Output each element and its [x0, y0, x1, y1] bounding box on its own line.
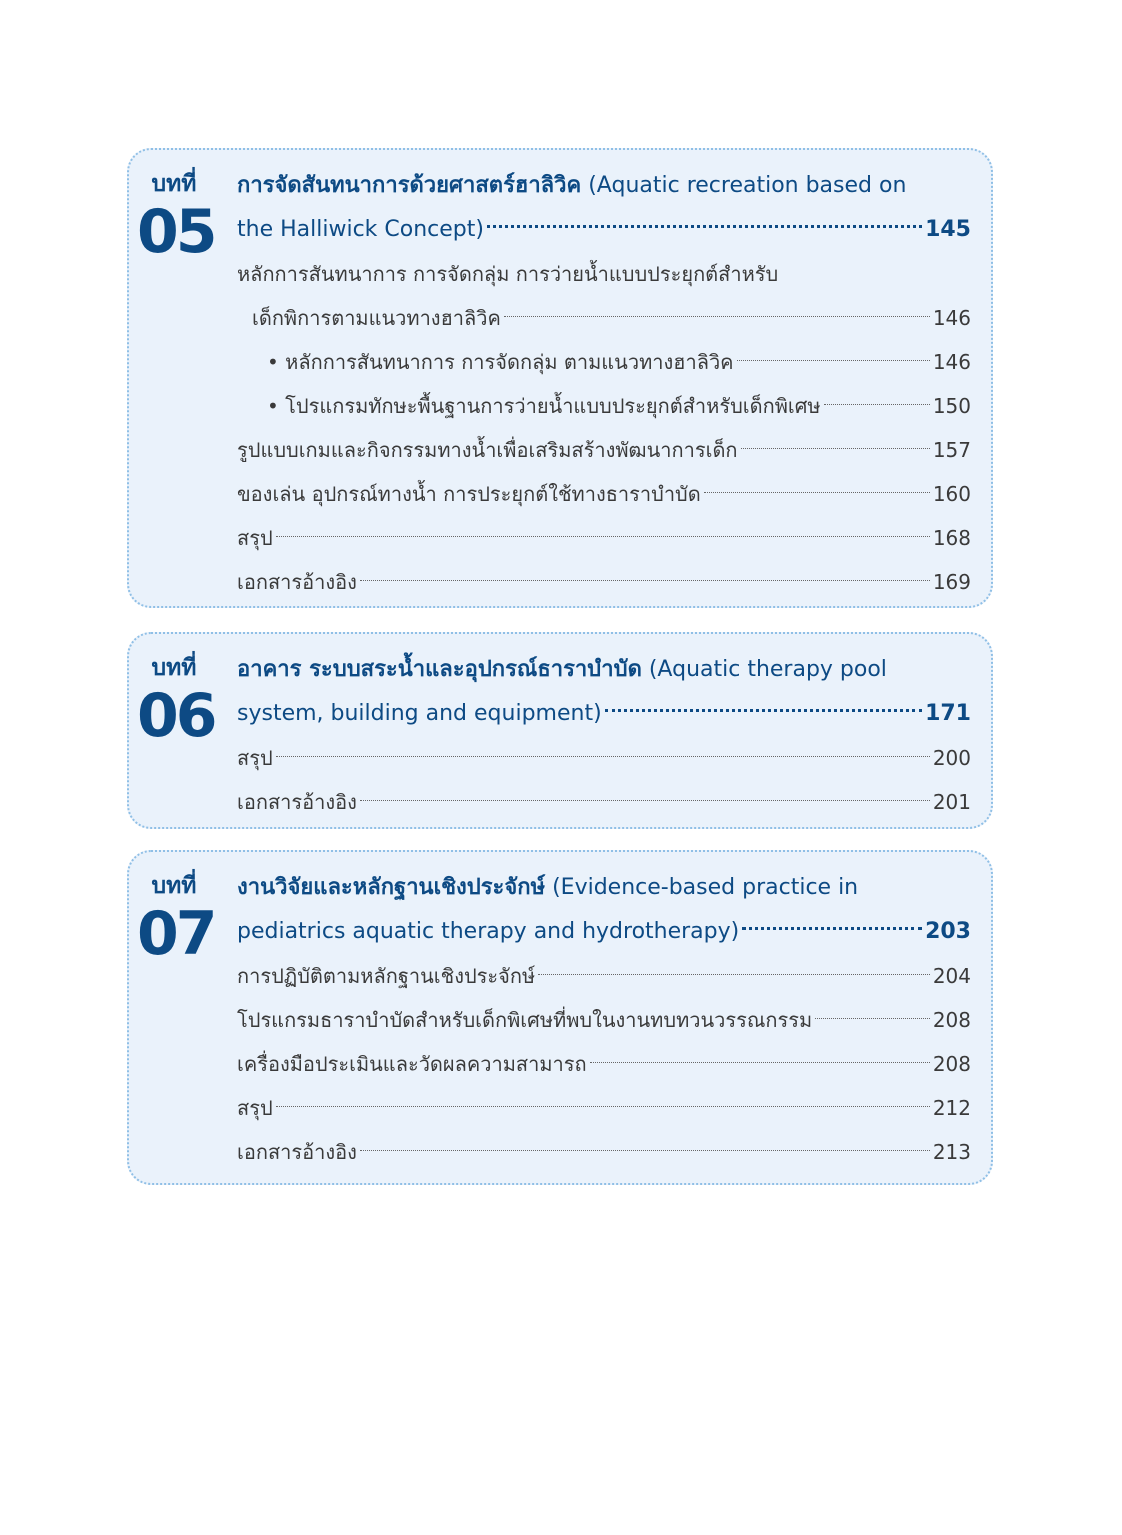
chapter-title-thai: งานวิจัยและหลักฐานเชิงประจักษ์	[237, 875, 546, 900]
toc-entry[interactable]	[237, 560, 971, 604]
toc-entry-label: เอกสารอ้างอิง	[237, 570, 357, 594]
chapter-title-english-end: pediatrics aquatic therapy and hydrotherapy)	[237, 919, 740, 944]
chapter-title-continued[interactable]	[237, 910, 971, 954]
toc-entry-page: 146	[932, 350, 971, 374]
toc-entry[interactable]	[237, 736, 971, 780]
toc-entry-page: 146	[932, 306, 971, 330]
toc-entry[interactable]	[237, 998, 971, 1042]
toc-entry-intro: หลักการสันทนาการ การจัดกลุ่ม การว่ายน้ำแบบประยุกต์สำหรับ	[237, 262, 779, 286]
chapter-title[interactable]	[237, 866, 971, 910]
leader-dots	[276, 1106, 930, 1107]
toc-entry[interactable]	[237, 1130, 971, 1174]
leader-dots	[742, 927, 922, 930]
toc-entry[interactable]	[237, 428, 971, 472]
leader-dots	[737, 360, 930, 361]
toc-entry-label: • หลักการสันทนาการ การจัดกลุ่ม ตามแนวทางฮาลิวิค	[267, 350, 734, 374]
toc-entry-label: รูปแบบเกมและกิจกรรมทางน้ำเพื่อเสริมสร้างพัฒนาการเด็ก	[237, 438, 738, 462]
leader-dots	[741, 448, 930, 449]
leader-dots	[360, 580, 930, 581]
chapter-title[interactable]	[237, 164, 971, 208]
toc-entry-page: 213	[932, 1140, 971, 1164]
leader-dots	[815, 1018, 930, 1019]
leader-dots	[538, 974, 930, 975]
toc-entry[interactable]	[237, 516, 971, 560]
toc-entry-label: ของเล่น อุปกรณ์ทางน้ำ การประยุกต์ใช้ทางธาราบำบัด	[237, 482, 701, 506]
toc-entry-page: 204	[932, 964, 971, 988]
chapter-title-thai: การจัดสันทนาการด้วยศาสตร์ฮาลิวิค	[237, 173, 582, 198]
toc-entry-page: 169	[932, 570, 971, 594]
leader-dots	[605, 709, 922, 712]
toc-entry[interactable]	[237, 1086, 971, 1130]
chapter-07-box	[127, 850, 993, 1185]
leader-dots	[276, 756, 930, 757]
toc-entry-page: 208	[932, 1008, 971, 1032]
chapter-title-english: (Aquatic therapy pool	[641, 657, 887, 682]
chapter-title-english-end: system, building and equipment)	[237, 701, 602, 726]
toc-entry-label: เอกสารอ้างอิง	[237, 1140, 357, 1164]
chapter-title-english: (Evidence-based practice in	[545, 875, 859, 900]
leader-dots	[824, 404, 930, 405]
chapter-title-continued[interactable]	[237, 692, 971, 736]
chapter-page-number: 203	[925, 919, 971, 944]
chapter-content	[237, 164, 971, 604]
toc-entry-page: 200	[932, 746, 971, 770]
chapter-page-number: 171	[925, 701, 971, 726]
chapter-number: 05	[137, 197, 215, 267]
toc-entry-page: 150	[932, 394, 971, 418]
chapter-title-english-end: the Halliwick Concept)	[237, 217, 484, 242]
toc-entry-label: เด็กพิการตามแนวทางฮาลิวิค	[252, 306, 501, 330]
toc-entry-label: เอกสารอ้างอิง	[237, 790, 357, 814]
chapter-number: 07	[137, 899, 215, 969]
leader-dots	[360, 1150, 930, 1151]
leader-dots	[704, 492, 930, 493]
chapter-title-continued[interactable]	[237, 208, 971, 252]
toc-entry-label: การปฏิบัติตามหลักฐานเชิงประจักษ์	[237, 964, 536, 988]
toc-entry[interactable]	[237, 780, 971, 824]
toc-entry-page: 208	[932, 1052, 971, 1076]
toc-entry-page: 157	[932, 438, 971, 462]
leader-dots	[487, 225, 922, 228]
toc-entry-page: 201	[932, 790, 971, 814]
leader-dots	[590, 1062, 930, 1063]
toc-entry[interactable]	[237, 340, 971, 384]
leader-dots	[504, 316, 930, 317]
leader-dots	[276, 536, 930, 537]
toc-entry[interactable]	[237, 1042, 971, 1086]
toc-entry-page: 212	[932, 1096, 971, 1120]
chapter-content	[237, 648, 971, 824]
chapter-page-number: 145	[925, 217, 971, 242]
chapter-title-english: (Aquatic recreation based on	[581, 173, 907, 198]
chapter-label: บทที่	[151, 171, 197, 197]
toc-entry-label: • โปรแกรมทักษะพื้นฐานการว่ายน้ำแบบประยุกต์สำหรับเด็กพิเศษ	[267, 394, 821, 418]
chapter-label: บทที่	[151, 873, 197, 899]
chapter-05-box	[127, 148, 993, 608]
toc-entry[interactable]	[237, 954, 971, 998]
chapter-number: 06	[137, 681, 215, 751]
toc-entry-label: สรุป	[237, 1096, 273, 1120]
toc-entry-label: โปรแกรมธาราบำบัดสำหรับเด็กพิเศษที่พบในงานทบทวนวรรณกรรม	[237, 1008, 813, 1032]
leader-dots	[360, 800, 930, 801]
toc-entry-label: สรุป	[237, 526, 273, 550]
toc-entry-label: เครื่องมือประเมินและวัดผลความสามารถ	[237, 1052, 587, 1076]
chapter-content	[237, 866, 971, 1174]
toc-entry-page: 160	[932, 482, 971, 506]
chapter-06-box	[127, 632, 993, 829]
toc-entry[interactable]	[237, 296, 971, 340]
toc-entry[interactable]	[237, 472, 971, 516]
chapter-label: บทที่	[151, 655, 197, 681]
toc-entry-page: 168	[932, 526, 971, 550]
toc-entry[interactable]	[237, 384, 971, 428]
chapter-title-thai: อาคาร ระบบสระน้ำและอุปกรณ์ธาราบำบัด	[237, 657, 642, 682]
toc-entry-label: สรุป	[237, 746, 273, 770]
chapter-title[interactable]	[237, 648, 971, 692]
